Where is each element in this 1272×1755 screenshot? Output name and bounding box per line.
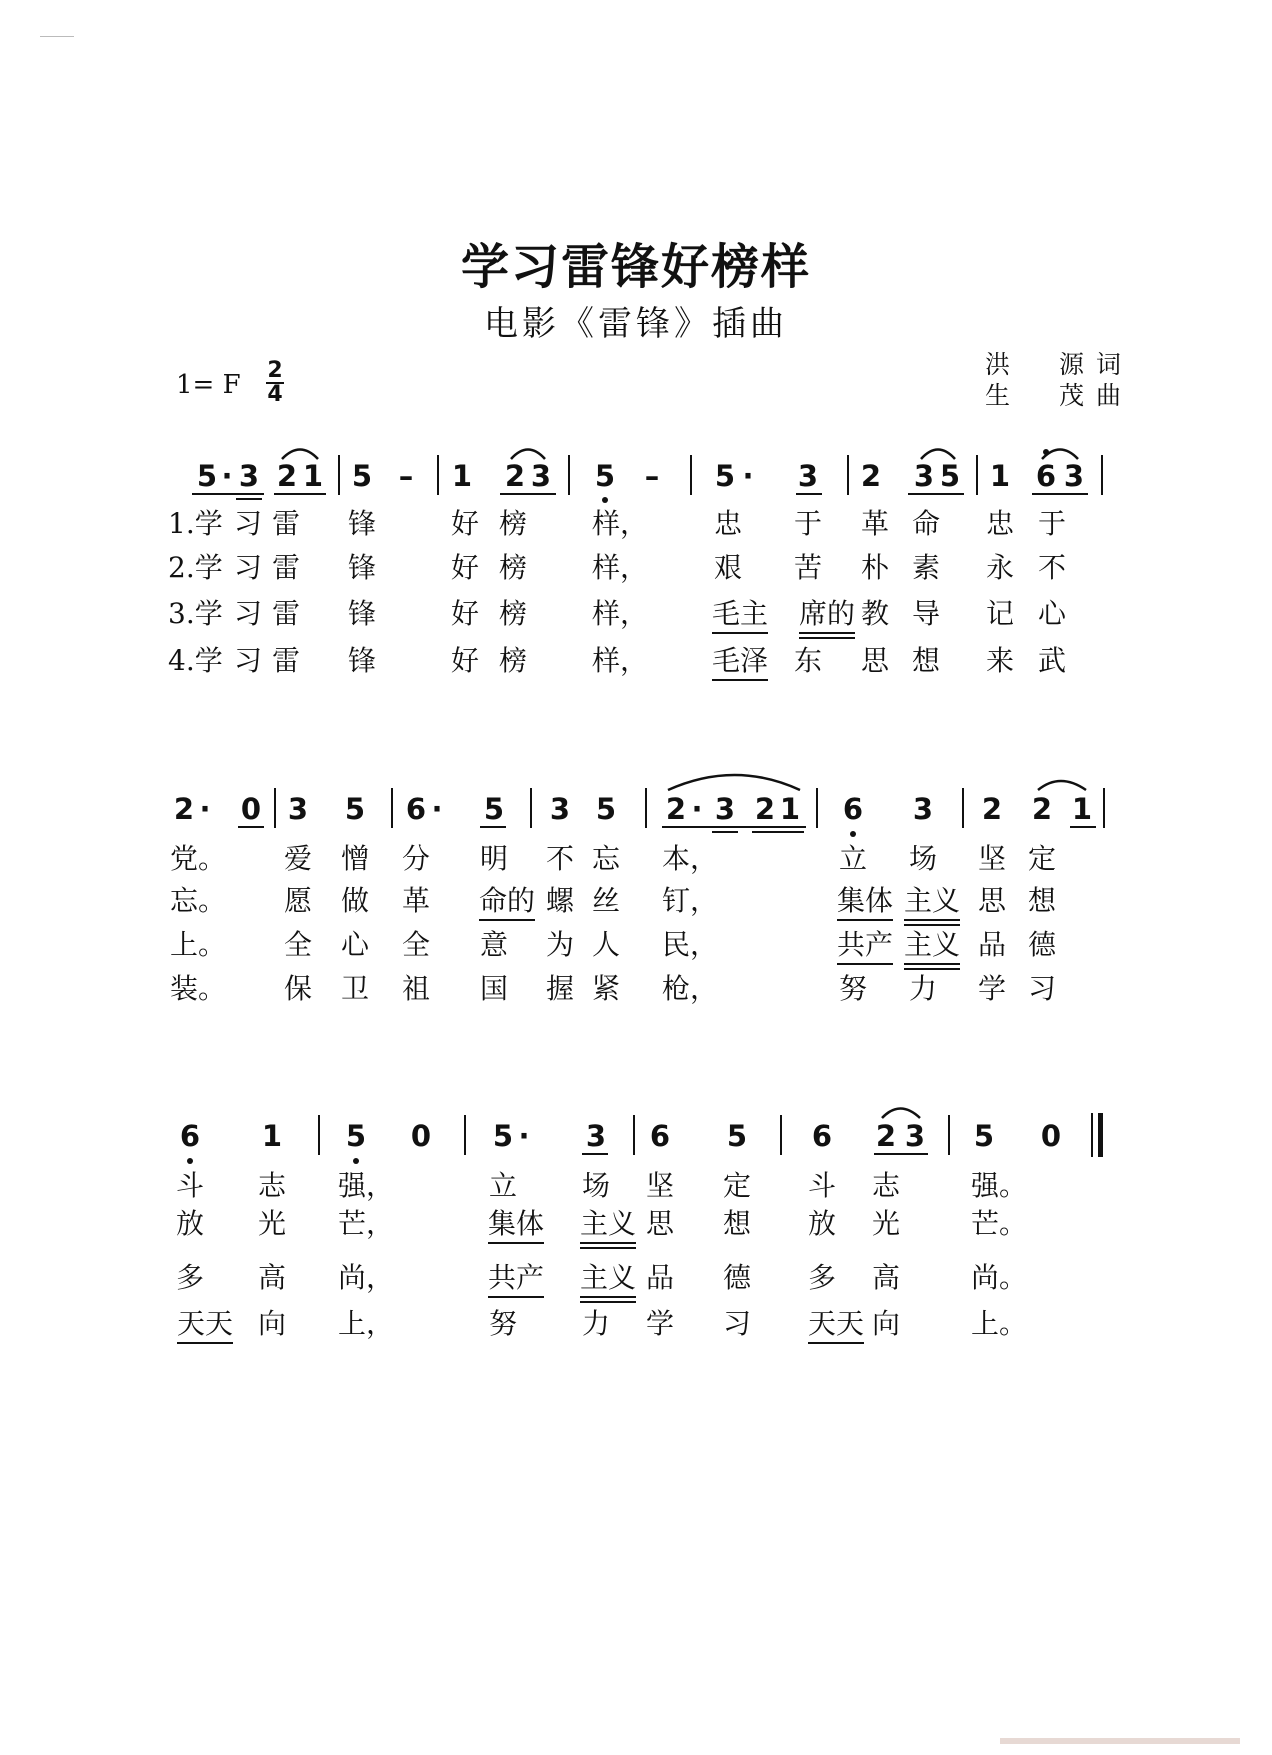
time-signature-numerator: 2 xyxy=(267,358,283,383)
lyric: 螺 xyxy=(545,884,575,917)
lyric: 装。 xyxy=(170,972,227,1005)
note: 6 xyxy=(649,1119,671,1153)
note: 0 xyxy=(240,792,262,826)
lyric: 不 xyxy=(545,842,575,875)
lyric: 3.学 xyxy=(168,597,223,630)
lyric: 不 xyxy=(1037,551,1067,584)
note: 2 xyxy=(981,792,1003,826)
lyric: 高 xyxy=(257,1261,287,1294)
note: 3 xyxy=(1063,459,1085,493)
lyric: 光 xyxy=(257,1207,287,1240)
note: 6 xyxy=(842,792,864,826)
lyric: 忠 xyxy=(985,507,1015,540)
lyric: 爱 xyxy=(283,842,313,875)
lyric: 席的 xyxy=(798,597,856,630)
lyric: 放 xyxy=(175,1207,205,1240)
lyric: 忠 xyxy=(713,507,743,540)
note: 2 xyxy=(504,459,526,493)
lyric: 习 xyxy=(233,551,263,584)
lyric: 习 xyxy=(233,644,263,677)
lyric: 斗 xyxy=(175,1169,205,1202)
lyric: 朴 xyxy=(860,551,890,584)
lyric: 意 xyxy=(479,928,509,961)
song-title: 学习雷锋好榜样 xyxy=(460,239,811,295)
lyric: 卫 xyxy=(340,972,370,1005)
lyric: 雷 xyxy=(271,551,301,584)
lyric: 学 xyxy=(977,972,1007,1005)
lyric: 忘 xyxy=(591,842,621,875)
note: 0 xyxy=(1040,1119,1062,1153)
dot-symbol: · xyxy=(221,459,233,493)
lyric: 心 xyxy=(1037,597,1067,630)
note: 3 xyxy=(530,459,552,493)
lyric: 德 xyxy=(1027,928,1057,961)
lyric: 芒， xyxy=(337,1207,395,1240)
lyric: 多 xyxy=(807,1261,837,1294)
lyric: 命的 xyxy=(478,884,536,917)
note: 3 xyxy=(913,459,935,493)
lyric: 坚 xyxy=(645,1169,675,1202)
note: 2 xyxy=(754,792,776,826)
lyric: 革 xyxy=(401,884,431,917)
note: 1 xyxy=(261,1119,283,1153)
dash-symbol: – xyxy=(644,459,660,493)
lyric: 命 xyxy=(911,507,941,540)
lyric: 2.学 xyxy=(168,551,223,584)
lyric: 想 xyxy=(1027,884,1057,917)
slur xyxy=(511,450,545,460)
lyric: 好 xyxy=(450,551,480,584)
lyric: 教 xyxy=(860,597,890,630)
lyric: 好 xyxy=(450,644,480,677)
lyric: 场 xyxy=(581,1169,611,1202)
note: 6 xyxy=(811,1119,833,1153)
lyric: 榜 xyxy=(498,597,528,630)
note: 5 xyxy=(351,459,373,493)
lyric: 样， xyxy=(591,507,649,540)
dot-symbol: · xyxy=(431,792,443,826)
lyric: 思 xyxy=(860,644,890,677)
lyric: 品 xyxy=(977,928,1007,961)
note: 3 xyxy=(714,792,736,826)
lyric: 主义 xyxy=(903,928,961,961)
note: 5 xyxy=(344,792,366,826)
lyric: 集体 xyxy=(836,884,894,917)
lyric: 雷 xyxy=(271,597,301,630)
lyric: 革 xyxy=(860,507,890,540)
lyric: 共产 xyxy=(487,1261,545,1294)
slur xyxy=(882,1109,920,1119)
lyric: 场 xyxy=(908,842,938,875)
lyric: 立 xyxy=(488,1169,518,1202)
lyric: 向 xyxy=(257,1307,287,1340)
note: 5 xyxy=(973,1119,995,1153)
lyric: 于 xyxy=(1037,507,1067,540)
lyric: 记 xyxy=(985,597,1015,630)
lyric: 榜 xyxy=(498,507,528,540)
lyric: 强， xyxy=(337,1169,395,1202)
note: 3 xyxy=(904,1119,926,1153)
lyric: 想 xyxy=(911,644,941,677)
dot-symbol: · xyxy=(691,792,703,826)
lyric: 国 xyxy=(479,972,509,1005)
slur xyxy=(1038,781,1086,790)
dash-symbol: – xyxy=(398,459,414,493)
lyric: 主义 xyxy=(579,1261,637,1294)
lyric: 榜 xyxy=(498,551,528,584)
lyric: 永 xyxy=(985,551,1015,584)
lyric: 锋 xyxy=(347,597,377,630)
lyric: 思 xyxy=(645,1207,675,1240)
dot-symbol: · xyxy=(742,459,754,493)
lyric: 好 xyxy=(450,507,480,540)
lyric: 习 xyxy=(233,597,263,630)
note: 2 xyxy=(1031,792,1053,826)
note: 1 xyxy=(989,459,1011,493)
note: 3 xyxy=(549,792,571,826)
note: 5 xyxy=(726,1119,748,1153)
note: 2 xyxy=(665,792,687,826)
lyric: 明 xyxy=(479,842,509,875)
lyric: 艰 xyxy=(713,551,743,584)
lyric: 憎 xyxy=(340,842,370,875)
note: 1 xyxy=(779,792,801,826)
lyric: 样， xyxy=(591,551,649,584)
lyric: 锋 xyxy=(347,644,377,677)
note: 3 xyxy=(287,792,309,826)
lyric: 好 xyxy=(450,597,480,630)
slur xyxy=(282,450,318,460)
lyric: 努 xyxy=(488,1307,518,1340)
note: 5 xyxy=(939,459,961,493)
lyric: 习 xyxy=(722,1307,752,1340)
lyricist-credit: 洪 源词 xyxy=(985,350,1134,379)
note: 5 xyxy=(714,459,736,493)
lyric: 品 xyxy=(645,1261,675,1294)
lyric: 尚。 xyxy=(970,1261,1028,1294)
lyric: 集体 xyxy=(487,1207,545,1240)
lyric: 毛泽 xyxy=(711,644,769,677)
lyric: 锋 xyxy=(347,551,377,584)
lyric: 共产 xyxy=(836,928,894,961)
note: 5 xyxy=(594,459,616,493)
note: 3 xyxy=(238,459,260,493)
lyric: 紧 xyxy=(591,972,621,1005)
lyric: 东 xyxy=(793,644,823,677)
lyric: 毛主 xyxy=(711,597,769,630)
lyric: 高 xyxy=(871,1261,901,1294)
note: 6 xyxy=(1035,459,1057,493)
lyric: 1.学 xyxy=(168,507,223,540)
note: 2 xyxy=(276,459,298,493)
lyric: 武 xyxy=(1037,644,1067,677)
lyric: 为 xyxy=(545,928,575,961)
lyric: 想 xyxy=(722,1207,752,1240)
lyric: 立 xyxy=(838,842,868,875)
key-signature: 1= F xyxy=(176,370,241,400)
lyric: 祖 xyxy=(401,972,431,1005)
lyric: 天天 xyxy=(807,1307,865,1340)
lyric: 保 xyxy=(283,972,313,1005)
lyric: 雷 xyxy=(271,507,301,540)
lyric: 定 xyxy=(722,1169,752,1202)
lyric: 全 xyxy=(283,928,313,961)
lyric: 多 xyxy=(175,1261,205,1294)
note: 5 xyxy=(483,792,505,826)
song-subtitle: 电影《雷锋》插曲 xyxy=(484,304,788,344)
lyric: 枪， xyxy=(661,972,719,1005)
note: 2 xyxy=(875,1119,897,1153)
dot-symbol: · xyxy=(518,1119,530,1153)
lyric: 志 xyxy=(257,1169,287,1202)
lyric: 丝 xyxy=(591,884,621,917)
note: 6 xyxy=(179,1119,201,1153)
note: 5 xyxy=(595,792,617,826)
lyric: 民， xyxy=(661,928,719,961)
lyric: 天天 xyxy=(176,1307,234,1340)
note: 5 xyxy=(345,1119,367,1153)
note: 3 xyxy=(797,459,819,493)
note: 5 xyxy=(196,459,218,493)
lyric: 全 xyxy=(401,928,431,961)
lyric: 光 xyxy=(871,1207,901,1240)
lyric: 样， xyxy=(591,644,649,677)
lyric: 4.学 xyxy=(168,644,223,677)
lyric: 导 xyxy=(911,597,941,630)
lyric: 斗 xyxy=(807,1169,837,1202)
composer-credit: 生 茂曲 xyxy=(985,381,1134,410)
note: 0 xyxy=(410,1119,432,1153)
lyric: 样， xyxy=(591,597,649,630)
lyric: 习 xyxy=(233,507,263,540)
note: 2 xyxy=(860,459,882,493)
lyric: 德 xyxy=(722,1261,752,1294)
time-signature-denominator: 4 xyxy=(267,382,283,407)
slur xyxy=(668,775,800,790)
lyric: 尚， xyxy=(337,1261,395,1294)
note: 3 xyxy=(585,1119,607,1153)
note: 5 xyxy=(492,1119,514,1153)
lyric: 心 xyxy=(340,928,370,961)
lyric: 素 xyxy=(911,551,941,584)
lyric: 主义 xyxy=(579,1207,637,1240)
lyric: 于 xyxy=(793,507,823,540)
lyric: 放 xyxy=(807,1207,837,1240)
lyric: 上， xyxy=(337,1307,395,1340)
lyric: 定 xyxy=(1027,842,1057,875)
lyric: 党。 xyxy=(170,842,227,875)
lyric: 思 xyxy=(977,884,1007,917)
note: 1 xyxy=(302,459,324,493)
lyric: 忘。 xyxy=(170,884,227,917)
lyric: 本， xyxy=(661,842,719,875)
lyric: 力 xyxy=(908,972,938,1005)
note: 3 xyxy=(912,792,934,826)
note: 1 xyxy=(451,459,473,493)
lyric: 志 xyxy=(871,1169,901,1202)
lyric: 学 xyxy=(645,1307,675,1340)
lyric: 人 xyxy=(591,928,621,961)
note: 2 xyxy=(173,792,195,826)
note: 1 xyxy=(1071,792,1093,826)
lyric: 钉， xyxy=(661,884,719,917)
lyric: 习 xyxy=(1027,972,1057,1005)
lyric: 坚 xyxy=(977,842,1007,875)
lyric: 雷 xyxy=(271,644,301,677)
lyric: 锋 xyxy=(347,507,377,540)
lyric: 上。 xyxy=(170,928,227,961)
footer-watermark-strip xyxy=(1000,1738,1240,1744)
slur xyxy=(1042,450,1078,460)
lyric: 力 xyxy=(581,1307,611,1340)
lyric: 来 xyxy=(985,644,1015,677)
dot-symbol: · xyxy=(199,792,211,826)
lyric: 向 xyxy=(871,1307,901,1340)
lyric: 强。 xyxy=(970,1169,1028,1202)
lyric: 握 xyxy=(545,972,575,1005)
lyric: 上。 xyxy=(970,1307,1028,1340)
lyric: 主义 xyxy=(903,884,961,917)
lyric: 努 xyxy=(838,972,868,1005)
lyric: 愿 xyxy=(283,884,313,917)
lyric: 做 xyxy=(340,884,370,917)
lyric: 分 xyxy=(401,842,431,875)
lyric: 芒。 xyxy=(970,1207,1028,1240)
lyric: 榜 xyxy=(498,644,528,677)
lyric: 苦 xyxy=(793,551,823,584)
slur xyxy=(921,450,955,460)
note: 6 xyxy=(405,792,427,826)
